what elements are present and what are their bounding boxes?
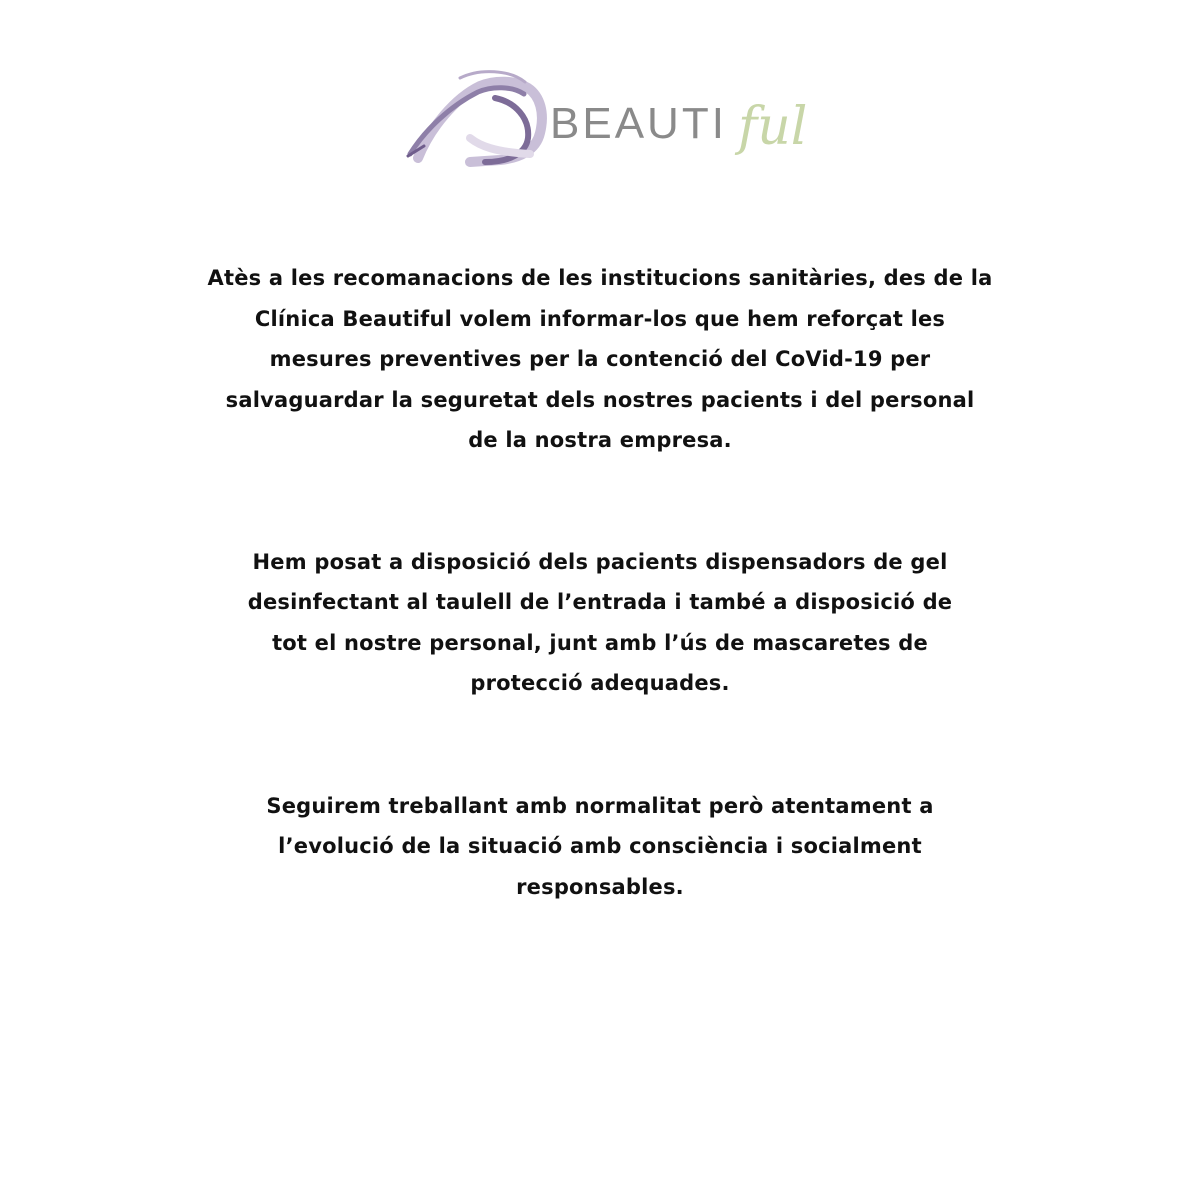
notice-line: mesures preventives per la contenció del CoVid-19 per [269, 347, 931, 371]
brand-logo [400, 58, 840, 188]
notice-line: Seguirem treballant amb normalitat però atentament a [266, 793, 934, 818]
notice-paragraph-3 [0, 786, 1200, 908]
logo-graphic [400, 58, 840, 188]
notice-line: responsables. [516, 874, 684, 899]
notice-line: l’evolució de la situació amb consciència i socialment [278, 834, 922, 858]
logo-brand-script: ful [738, 97, 808, 157]
paragraph-spacer [0, 704, 1200, 786]
notice-line: Clínica Beautiful volem informar-los que hem reforçat les [254, 306, 946, 331]
logo-brand-main: BEAUTI [550, 99, 727, 148]
notice-paragraph-1 [0, 258, 1200, 461]
covid-notice [0, 258, 1200, 907]
notice-line: de la nostra empresa. [468, 428, 732, 452]
paragraph-spacer [0, 461, 1200, 542]
notice-paragraph-2 [0, 542, 1200, 704]
reclining-figure-icon [408, 72, 542, 162]
notice-line: desinfectant al taulell de l’entrada i també a disposició de [247, 590, 953, 614]
notice-line: Hem posat a disposició dels pacients dispensadors de gel [252, 549, 948, 574]
notice-line: tot el nostre personal, junt amb l’ús de mascaretes de [272, 630, 928, 655]
notice-line: salvaguardar la seguretat dels nostres pacients i del personal [225, 387, 975, 412]
notice-line: Atès a les recomanacions de les institucions sanitàries, des de la [207, 266, 993, 290]
notice-line: protecció adequades. [470, 671, 730, 695]
